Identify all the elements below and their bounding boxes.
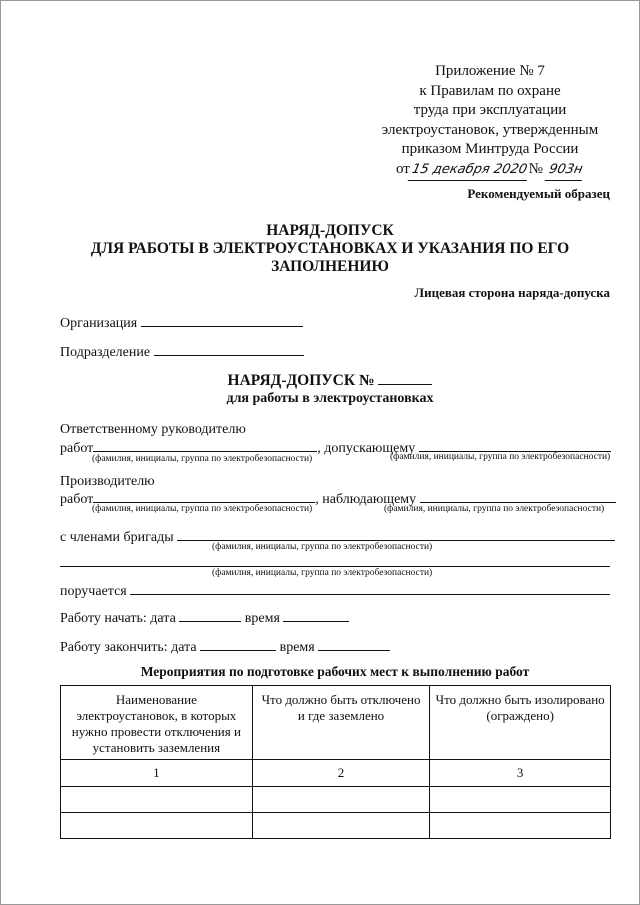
column-header: Что должно быть изолировано (ограждено) bbox=[430, 686, 611, 760]
crew-label: с членами бригады bbox=[60, 530, 174, 545]
admitting-field[interactable] bbox=[419, 439, 611, 452]
producer-label-1: Производителю bbox=[60, 474, 155, 489]
start-row bbox=[60, 609, 349, 627]
caption: (фамилия, инициалы, группа по электробезопасности) bbox=[212, 568, 433, 578]
annex-line: к Правилам по охране bbox=[419, 82, 561, 99]
annex-date-line bbox=[370, 160, 610, 181]
measures-title: Мероприятия по подготовке рабочих мест к выполнению работ bbox=[140, 664, 530, 679]
annex-line: электроустановок, утвержденным bbox=[381, 121, 599, 138]
caption: (фамилия, инициалы, группа по электробезопасности) bbox=[212, 542, 433, 552]
time-label: время bbox=[244, 611, 280, 626]
end-row bbox=[60, 638, 390, 656]
title-line: ЗАПОЛНЕНИЮ bbox=[271, 258, 389, 275]
column-header: Что должно быть отключено и где заземлено bbox=[252, 686, 430, 760]
start-time-field[interactable] bbox=[283, 609, 349, 622]
caption: (фамилия, инициалы, группа по электробезопасности) bbox=[92, 504, 313, 514]
time-label: время bbox=[279, 640, 315, 655]
face-side-label: Лицевая сторона наряда-допуска bbox=[414, 285, 610, 300]
department-field[interactable] bbox=[154, 343, 304, 356]
annex-line: Приложение № 7 bbox=[435, 63, 545, 79]
department-row bbox=[60, 343, 304, 361]
entrusted-row bbox=[60, 582, 610, 600]
title-line: ДЛЯ РАБОТЫ В ЭЛЕКТРОУСТАНОВКАХ И УКАЗАНИЯ ПО ЕГО bbox=[90, 240, 570, 257]
observer-label: , наблюдающему bbox=[315, 492, 417, 507]
order-title: НАРЯД-ДОПУСК № bbox=[227, 372, 375, 389]
table-cell[interactable] bbox=[61, 813, 253, 839]
entrusted-field[interactable] bbox=[130, 582, 610, 595]
responsible-label-2: работ bbox=[60, 441, 94, 456]
admitting-label: , допускающему bbox=[317, 441, 416, 456]
table-row bbox=[61, 813, 611, 839]
date-prefix: от bbox=[395, 160, 410, 177]
organization-row bbox=[60, 314, 303, 332]
handwritten-number: 903н bbox=[545, 160, 587, 181]
start-date-field[interactable] bbox=[179, 609, 241, 622]
column-header: Наименование электроустановок, в которых нужно провести отключения и установить заземления bbox=[61, 686, 253, 760]
producer-field[interactable] bbox=[93, 490, 315, 503]
table-row bbox=[61, 787, 611, 813]
caption: (фамилия, инициалы, группа по электробезопасности) bbox=[390, 452, 611, 462]
department-label: Подразделение bbox=[60, 345, 151, 360]
measures-table bbox=[60, 685, 611, 839]
column-number: 3 bbox=[430, 760, 611, 787]
end-time-field[interactable] bbox=[318, 638, 390, 651]
table-cell[interactable] bbox=[252, 787, 430, 813]
table-cell[interactable] bbox=[252, 813, 430, 839]
order-subtitle: для работы в электроустановках bbox=[226, 391, 434, 406]
responsible-field[interactable] bbox=[93, 439, 317, 452]
column-number-row bbox=[61, 760, 611, 787]
annex-block bbox=[370, 62, 610, 180]
crew-field-2[interactable] bbox=[60, 554, 610, 567]
document-title bbox=[60, 222, 600, 276]
recommended-sample: Рекомендуемый образец bbox=[467, 186, 610, 201]
column-number: 1 bbox=[61, 760, 253, 787]
start-label: Работу начать: дата bbox=[60, 611, 176, 626]
annex-line: труда при эксплуатации bbox=[413, 102, 567, 118]
observer-field[interactable] bbox=[420, 490, 616, 503]
order-heading bbox=[60, 372, 600, 408]
entrusted-label: поручается bbox=[60, 584, 127, 599]
end-label: Работу закончить: дата bbox=[60, 640, 197, 655]
caption: (фамилия, инициалы, группа по электробезопасности) bbox=[384, 504, 605, 514]
number-prefix: № bbox=[528, 160, 543, 177]
order-number-field[interactable] bbox=[378, 372, 432, 385]
caption: (фамилия, инициалы, группа по электробезопасности) bbox=[92, 454, 313, 464]
table-header-row bbox=[61, 686, 611, 760]
producer-label-2: работ bbox=[60, 492, 94, 507]
end-date-field[interactable] bbox=[200, 638, 276, 651]
responsible-label-1: Ответственному руководителю bbox=[60, 422, 246, 437]
handwritten-date: 15 декабря 2020 bbox=[408, 160, 531, 181]
title-line: НАРЯД-ДОПУСК bbox=[266, 222, 394, 239]
column-number: 2 bbox=[252, 760, 430, 787]
annex-line: приказом Минтруда России bbox=[401, 141, 579, 157]
table-cell[interactable] bbox=[430, 787, 611, 813]
organization-field[interactable] bbox=[141, 314, 303, 327]
table-cell[interactable] bbox=[61, 787, 253, 813]
crew-field[interactable] bbox=[177, 528, 615, 541]
table-cell[interactable] bbox=[430, 813, 611, 839]
organization-label: Организация bbox=[60, 316, 138, 331]
